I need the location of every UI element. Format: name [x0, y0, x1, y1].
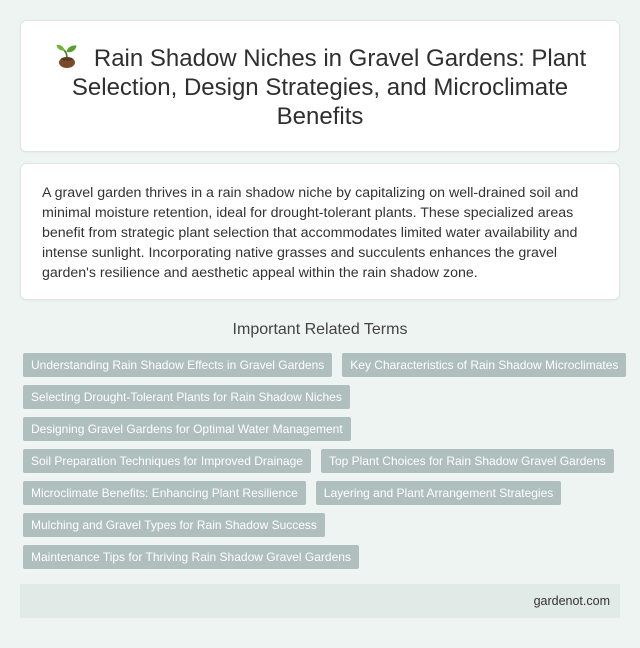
related-term-tag[interactable]: Designing Gravel Gardens for Optimal Water Management: [23, 417, 351, 441]
footer: [20, 584, 620, 618]
related-terms-list: [23, 353, 623, 577]
page-title: [51, 43, 589, 131]
related-term-tag[interactable]: Maintenance Tips for Thriving Rain Shadow Gravel Gardens: [23, 545, 359, 569]
summary-card: [20, 163, 620, 300]
related-term-tag[interactable]: Layering and Plant Arrangement Strategies: [316, 481, 561, 505]
tag-row: [23, 385, 623, 409]
tag-row: [23, 545, 623, 569]
related-term-tag[interactable]: Understanding Rain Shadow Effects in Gravel Gardens: [23, 353, 332, 377]
tag-row: [23, 449, 623, 473]
tag-row: [23, 417, 623, 441]
seedling-icon: [54, 43, 80, 69]
related-term-tag[interactable]: Microclimate Benefits: Enhancing Plant Resilience: [23, 481, 306, 505]
footer-site-link[interactable]: gardenot.com: [533, 594, 610, 608]
related-term-tag[interactable]: Key Characteristics of Rain Shadow Microclimates: [342, 353, 626, 377]
related-terms-heading: Important Related Terms: [232, 321, 408, 338]
summary-text: A gravel garden thrives in a rain shadow niche by capitalizing on well-drained soil and minimal moisture retention, ideal for drought-tolerant plants. These specialized areas benefit from strategic plant selection that accommodates limited water availability and intense sunlight. Incorporating native grasses and succulents enhances the gravel garden's resilience and aesthetic appeal within the rain shadow zone.: [42, 185, 579, 281]
page-title-text: Rain Shadow Niches in Gravel Gardens: Plant Selection, Design Strategies, and Microclimate Benefits: [71, 45, 587, 130]
title-card: [20, 20, 620, 152]
tag-row: [23, 353, 623, 377]
tag-row: [23, 513, 623, 537]
related-term-tag[interactable]: Soil Preparation Techniques for Improved Drainage: [23, 449, 311, 473]
tag-row: [23, 481, 623, 505]
related-term-tag[interactable]: Selecting Drought-Tolerant Plants for Rain Shadow Niches: [23, 385, 350, 409]
related-term-tag[interactable]: Top Plant Choices for Rain Shadow Gravel Gardens: [321, 449, 614, 473]
related-term-tag[interactable]: Mulching and Gravel Types for Rain Shadow Success: [23, 513, 325, 537]
